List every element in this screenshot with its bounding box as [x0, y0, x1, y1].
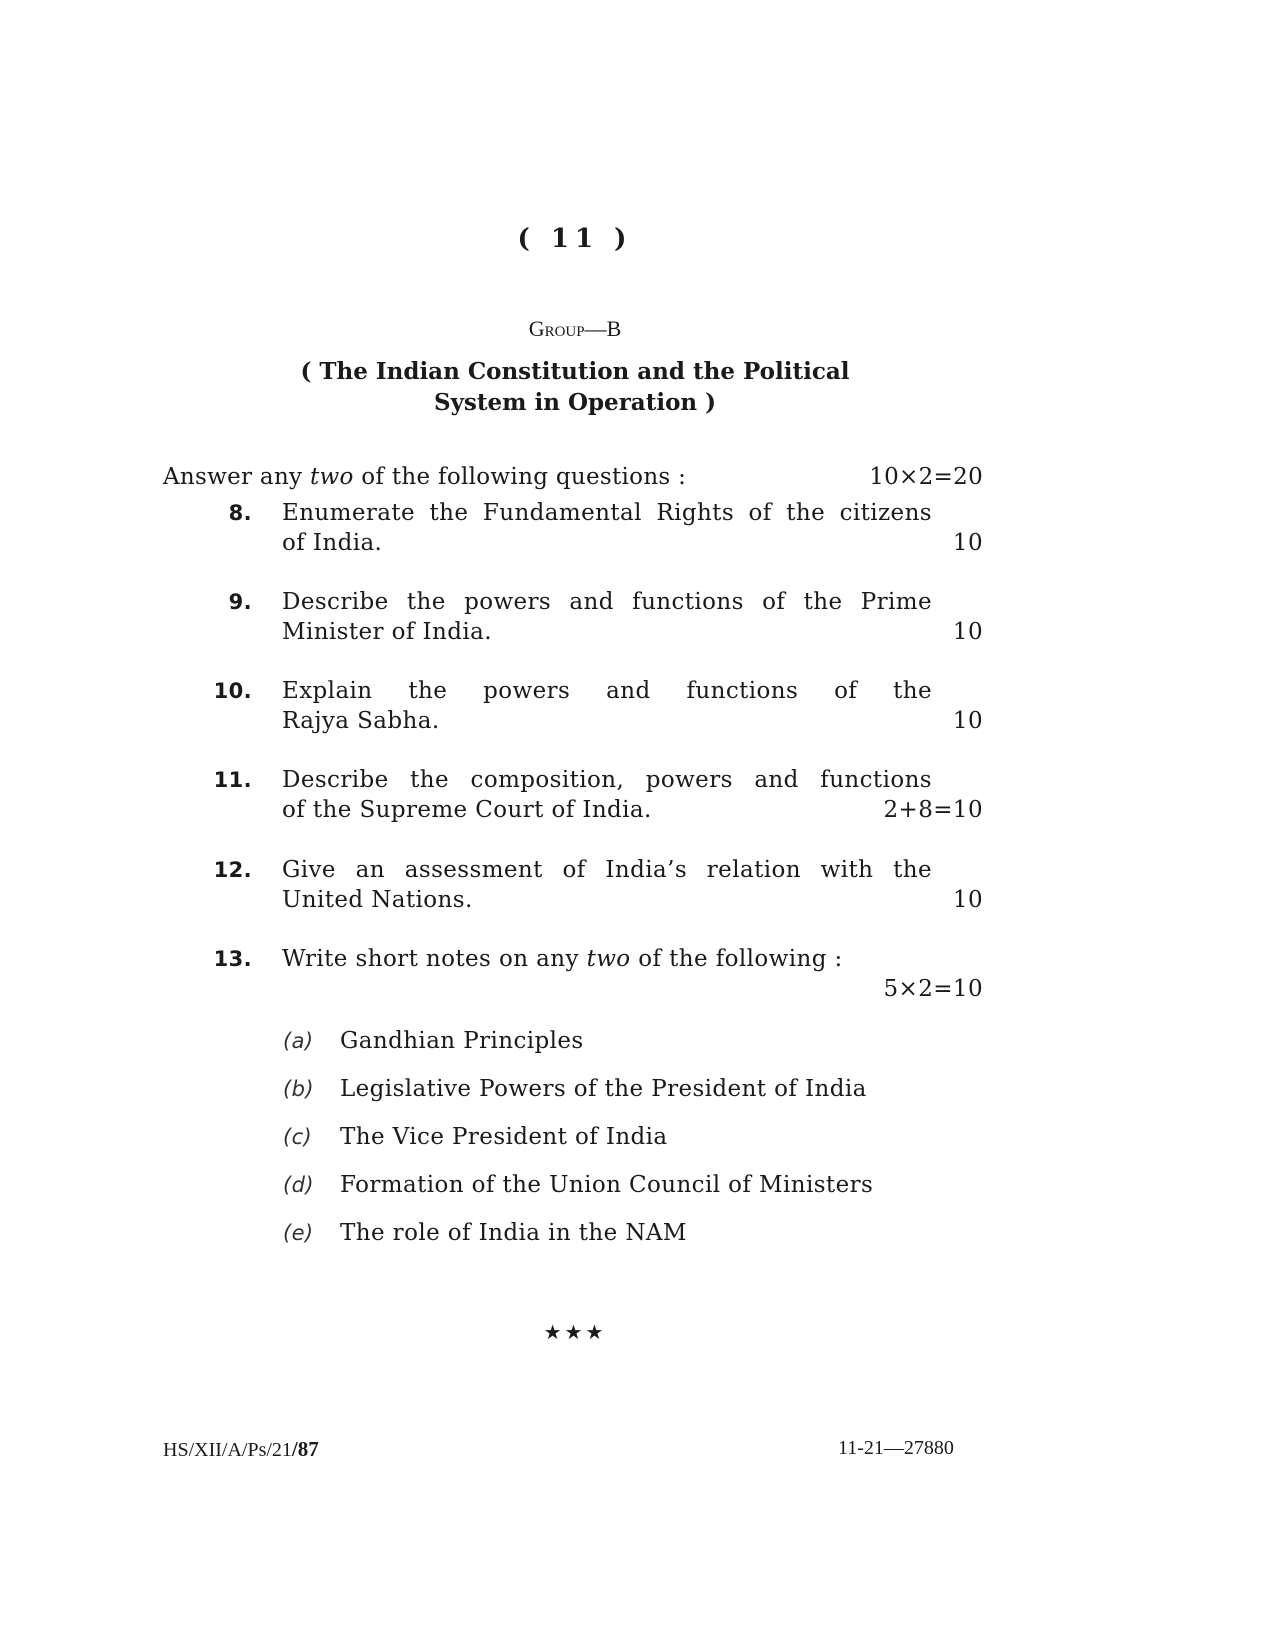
section-title-line1: ( The Indian Constitution and the Political	[300, 358, 850, 385]
question-number: 10.	[213, 679, 252, 703]
item-text: Legislative Powers of the President of India	[340, 1076, 867, 1102]
item-label: (e)	[283, 1221, 314, 1245]
question-text-before: Write short notes on any	[282, 946, 587, 972]
item-label: (c)	[283, 1125, 313, 1149]
item-text: Formation of the Union Council of Ministers	[340, 1172, 874, 1198]
paper-code-suffix: /87	[291, 1437, 319, 1461]
question-marks: 10	[952, 887, 983, 913]
page-number: ( 11 )	[517, 224, 633, 254]
section-title-line2: System in Operation )	[433, 389, 717, 416]
question-number: 13.	[213, 947, 252, 971]
paper-code	[163, 1437, 319, 1462]
question-line1: Describe the powers and functions of the Prime	[282, 589, 932, 615]
question-line2: Rajya Sabha.	[282, 708, 440, 734]
instruction-emphasis: two	[309, 464, 354, 490]
instruction	[163, 462, 983, 492]
question-number: 9.	[228, 590, 252, 614]
question-text	[282, 498, 932, 558]
question-marks: 10	[952, 619, 983, 645]
question-line2: of India.	[282, 530, 383, 556]
question-marks: 5×2=10	[883, 976, 983, 1002]
question-line1: Enumerate the Fundamental Rights of the citizens	[282, 500, 932, 526]
item-text: The Vice President of India	[340, 1124, 668, 1150]
question-number: 8.	[228, 501, 252, 525]
question-text-after: of the following :	[630, 946, 843, 972]
question-text	[282, 765, 932, 825]
item-label: (a)	[283, 1029, 314, 1053]
item-label: (d)	[283, 1173, 314, 1197]
question-text	[282, 676, 932, 736]
instruction-text-after: of the following questions :	[353, 464, 687, 490]
question-emphasis: two	[586, 946, 631, 972]
instruction-marks: 10×2=20	[869, 464, 983, 490]
question-line2: United Nations.	[282, 887, 473, 913]
question-line1: Give an assessment of India’s relation with the	[282, 857, 932, 883]
question-number: 11.	[213, 768, 252, 792]
question-line2: of the Supreme Court of India.	[282, 797, 652, 823]
question-marks: 2+8=10	[883, 797, 983, 823]
question-marks: 10	[952, 530, 983, 556]
item-text: The role of India in the NAM	[340, 1220, 687, 1246]
question-line2: Minister of India.	[282, 619, 492, 645]
question-text	[282, 944, 982, 974]
end-marker: ★★★	[543, 1320, 607, 1344]
paper-code-prefix: HS/XII/A/Ps/21	[163, 1439, 292, 1461]
question-line1: Describe the composition, powers and functions	[282, 767, 932, 793]
question-text	[282, 587, 932, 647]
question-marks: 10	[952, 708, 983, 734]
question-number: 12.	[213, 858, 252, 882]
item-text: Gandhian Principles	[340, 1028, 584, 1054]
question-line1: Explain the powers and functions of the	[282, 678, 932, 704]
section-title	[0, 356, 1150, 418]
question-text	[282, 855, 932, 915]
instruction-text-before: Answer any	[163, 464, 310, 490]
item-label: (b)	[283, 1077, 314, 1101]
print-code: 11-21—27880	[838, 1437, 954, 1459]
group-heading: Group—B	[528, 316, 622, 341]
